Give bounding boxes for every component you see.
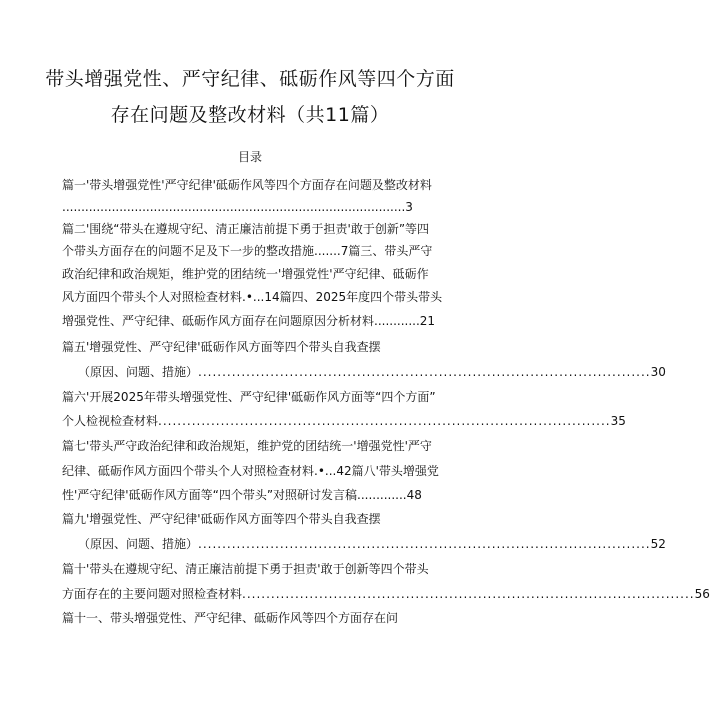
- toc-line-text: （原因、问题、措施）: [78, 537, 199, 551]
- toc-leader-line: ..........................................................................................3: [62, 200, 413, 214]
- toc-leader-dots: ..............................................................................................: [242, 587, 695, 601]
- toc-line: [62, 586, 710, 602]
- toc-line: 篇九'增强党性、严守纪律'砥砺作风方面等四个带头自我查摆: [62, 512, 381, 526]
- toc-line: 性'严守纪律'砥砺作风方面等“四个带头”对照研讨发言稿.............48: [62, 488, 422, 502]
- toc-line: 篇五'增强党性、严守纪律'砥砺作风方面等四个带头自我查摆: [62, 340, 381, 354]
- toc-line: [78, 364, 666, 380]
- toc-line: 政治纪律和政治规矩，维护党的团结统一'增强党性'严守纪律、砥砺作: [62, 267, 429, 281]
- toc-line: 风方面四个带头个人对照检查材料.•...14篇四、2025年度四个带头带头: [62, 290, 443, 304]
- toc-line: 篇七'带头严守政治纪律和政治规矩，维护党的团结统一'增强党性'严守: [62, 439, 432, 453]
- toc-page-number: 35: [610, 414, 626, 428]
- toc-page-number: 52: [650, 537, 666, 551]
- toc-heading: 目录: [237, 150, 262, 164]
- toc-line-text: 个人检视检查材料: [62, 414, 159, 428]
- toc-leader-dots: ..............................................................................................: [198, 365, 651, 379]
- toc-line: 篇六'开展2025年带头增强党性、严守纪律'砥砺作风方面等“四个方面”: [62, 390, 436, 404]
- toc-line-text: （原因、问题、措施）: [78, 365, 199, 379]
- toc-page-number: 30: [650, 365, 666, 379]
- toc-line-text: 方面存在的主要问题对照检查材料: [62, 587, 243, 601]
- toc-line: 篇二'围绕“带头在遵规守纪、清正廉洁前提下勇于担责'敢于创新”等四: [62, 222, 430, 236]
- toc-line: 篇十一、带头增强党性、严守纪律、砥砺作风等四个方面存在问: [62, 611, 399, 625]
- toc-line: 个带头方面存在的问题不足及下一步的整改措施.......7篇三、带头严守: [62, 244, 433, 258]
- toc-line: 篇十'带头在遵规守纪、清正廉洁前提下勇于担责'敢于创新等四个带头: [62, 562, 429, 576]
- document-title-line-1: 带头增强党性、严守纪律、砥砺作风等四个方面: [45, 68, 455, 90]
- toc-page-number: 56: [694, 587, 710, 601]
- toc-leader-dots: ..............................................................................................: [198, 537, 651, 551]
- toc-line: 增强党性、严守纪律、砥砺作风方面存在问题原因分析材料............21: [62, 314, 436, 328]
- toc-line: [78, 536, 666, 552]
- toc-line: 篇一'带头增强党性'严守纪律'砥砺作风等四个方面存在问题及整改材料: [62, 178, 432, 192]
- toc-leader-dots: ..............................................................................................: [158, 414, 611, 428]
- document-title-line-2: 存在问题及整改材料（共11篇）: [110, 104, 390, 126]
- toc-line: 纪律、砥砺作风方面四个带头个人对照检查材料.•...42篇八'带头增强党: [62, 464, 439, 478]
- toc-line: [62, 413, 626, 429]
